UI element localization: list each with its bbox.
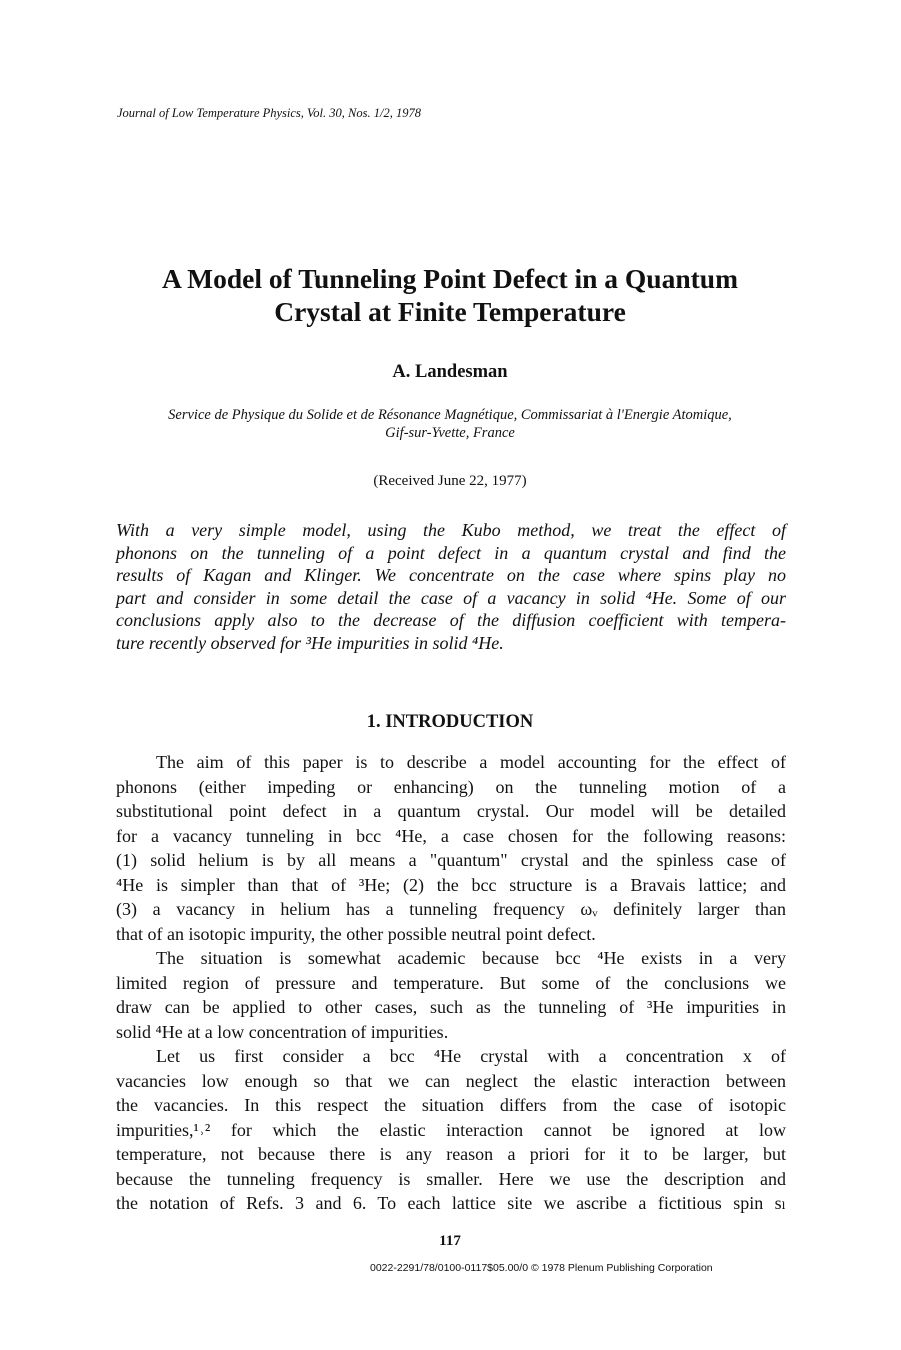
body-line: the vacancies. In this respect the situation differs from the case of isotopic [116, 1095, 786, 1115]
body-line: (1) solid helium is by all means a "quantum" crystal and the spinless case of [116, 850, 786, 870]
received-date: (Received June 22, 1977) [373, 473, 527, 489]
copyright-footer: 0022-2291/78/0100-0117$05.00/0 © 1978 Plenum Publishing Corporation [370, 1262, 713, 1274]
body-line: The aim of this paper is to describe a model accounting for the effect of [156, 752, 786, 772]
body-line: substitutional point defect in a quantum crystal. Our model will be detailed [116, 801, 786, 821]
abstract-line: results of Kagan and Klinger. We concentrate on the case where spins play no [116, 565, 786, 585]
title-line-1: A Model of Tunneling Point Defect in a Quantum [161, 263, 739, 294]
body-line: (3) a vacancy in helium has a tunneling frequency ωᵥ definitely larger than [116, 899, 786, 919]
body-text [116, 750, 786, 1216]
affiliation-line-1: Service de Physique du Solide et de Résonance Magnétique, Commissariat à l'Energie Atomique, [168, 407, 732, 423]
body-line: Let us first consider a bcc ⁴He crystal with a concentration x of [156, 1046, 786, 1066]
body-line: that of an isotopic impurity, the other possible neutral point defect. [116, 923, 596, 944]
body-line: impurities,¹˒² for which the elastic interaction cannot be ignored at low [116, 1119, 786, 1140]
journal-citation: Journal of Low Temperature Physics, Vol. 30, Nos. 1/2, 1978 [117, 106, 421, 120]
body-line: solid ⁴He at a low concentration of impurities. [116, 1021, 449, 1042]
body-line: limited region of pressure and temperature. But some of the conclusions we [116, 972, 786, 993]
paper-title [100, 262, 800, 328]
abstract-line: conclusions apply also to the decrease of the diffusion coefficient with tempera- [116, 610, 786, 630]
abstract-line: ture recently observed for ³He impurities in solid ⁴He. [116, 632, 504, 653]
body-line: the notation of Refs. 3 and 6. To each lattice site we ascribe a fictitious spin sₗ [116, 1193, 786, 1213]
body-line: for a vacancy tunneling in bcc ⁴He, a case chosen for the following reasons: [116, 825, 786, 846]
body-line: ⁴He is simpler than that of ³He; (2) the bcc structure is a Bravais lattice; and [116, 874, 786, 895]
abstract [116, 519, 786, 654]
affiliation-line-2: Gif-sur-Yvette, France [385, 425, 515, 441]
body-line: draw can be applied to other cases, such as the tunneling of ³He impurities in [116, 997, 786, 1017]
body-line: The situation is somewhat academic because bcc ⁴He exists in a very [156, 948, 786, 968]
title-line-2: Crystal at Finite Temperature [274, 296, 626, 327]
body-line: phonons (either impeding or enhancing) on the tunneling motion of a [116, 776, 786, 797]
affiliation [100, 406, 800, 442]
page-number: 117 [439, 1233, 461, 1249]
body-line: vacancies low enough so that we can neglect the elastic interaction between [116, 1070, 786, 1091]
section-heading: 1. INTRODUCTION [366, 712, 534, 732]
abstract-line: part and consider in some detail the case of a vacancy in solid ⁴He. Some of our [116, 587, 786, 608]
abstract-line: With a very simple model, using the Kubo method, we treat the effect of [116, 520, 786, 540]
body-line: temperature, not because there is any reason a priori for it to be larger, but [116, 1144, 786, 1164]
body-line: because the tunneling frequency is smaller. Here we use the description and [116, 1168, 786, 1189]
abstract-line: phonons on the tunneling of a point defect in a quantum crystal and find the [116, 542, 786, 563]
author-name: A. Landesman [392, 362, 508, 382]
